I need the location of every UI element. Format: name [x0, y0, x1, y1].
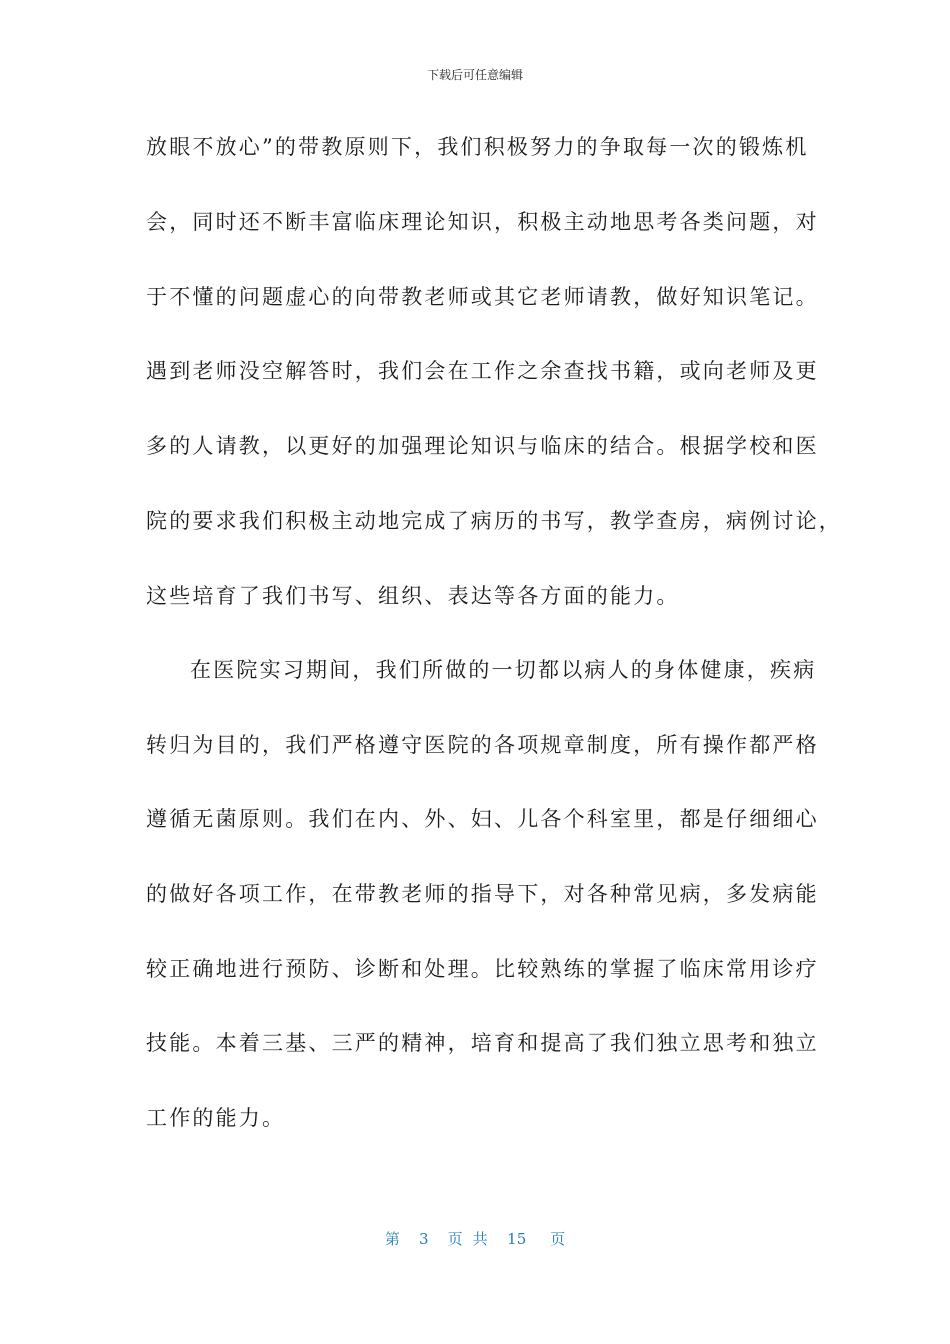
body-line-11: 的做好各项工作，在带教老师的指导下，对各种常见病，多发病能 — [146, 882, 819, 906]
body-line-5: 多的人请教，以更好的加强理论知识与临床的结合。根据学校和医 — [146, 434, 819, 458]
body-line-2: 会，同时还不断丰富临床理论知识，积极主动地思考各类问题，对 — [146, 210, 819, 234]
body-line-3: 于不懂的问题虚心的向带教老师或其它老师请教，做好知识笔记。 — [146, 285, 819, 309]
footer-current-page: 3 — [418, 1230, 429, 1248]
body-line-9: 转归为目的，我们严格遵守医院的各项规章制度，所有操作都严格 — [146, 733, 819, 757]
body-line-13: 技能。本着三基、三严的精神，培育和提高了我们独立思考和独立 — [146, 1031, 819, 1055]
footer-prefix: 第 — [384, 1230, 400, 1248]
page-footer — [0, 1229, 950, 1249]
body-line-8: 在医院实习期间，我们所做的一切都以病人的身体健康，疾病 — [190, 658, 817, 682]
body-line-7: 这些培育了我们书写、组织、表达等各方面的能力。 — [146, 584, 680, 608]
body-line-10: 遵循无菌原则。我们在内、外、妇、儿各个科室里，都是仔细细心 — [146, 807, 819, 831]
page-header: 下载后可任意编辑 — [426, 68, 523, 82]
footer-suffix: 页 — [550, 1230, 566, 1248]
body-line-14: 工作的能力。 — [146, 1106, 286, 1130]
body-line-6: 院的要求我们积极主动地完成了病历的书写，教学查房，病例讨论， — [146, 509, 842, 533]
body-line-4: 遇到老师没空解答时，我们会在工作之余查找书籍，或向老师及更 — [146, 359, 819, 383]
body-line-12: 较正确地进行预防、诊断和处理。比较熟练的掌握了临床常用诊疗 — [146, 957, 819, 981]
footer-middle: 页共 — [447, 1230, 498, 1248]
body-line-1: 放眼不放心”的带教原则下，我们积极努力的争取每一次的锻炼机 — [146, 135, 809, 159]
footer-total-pages: 15 — [507, 1230, 527, 1248]
